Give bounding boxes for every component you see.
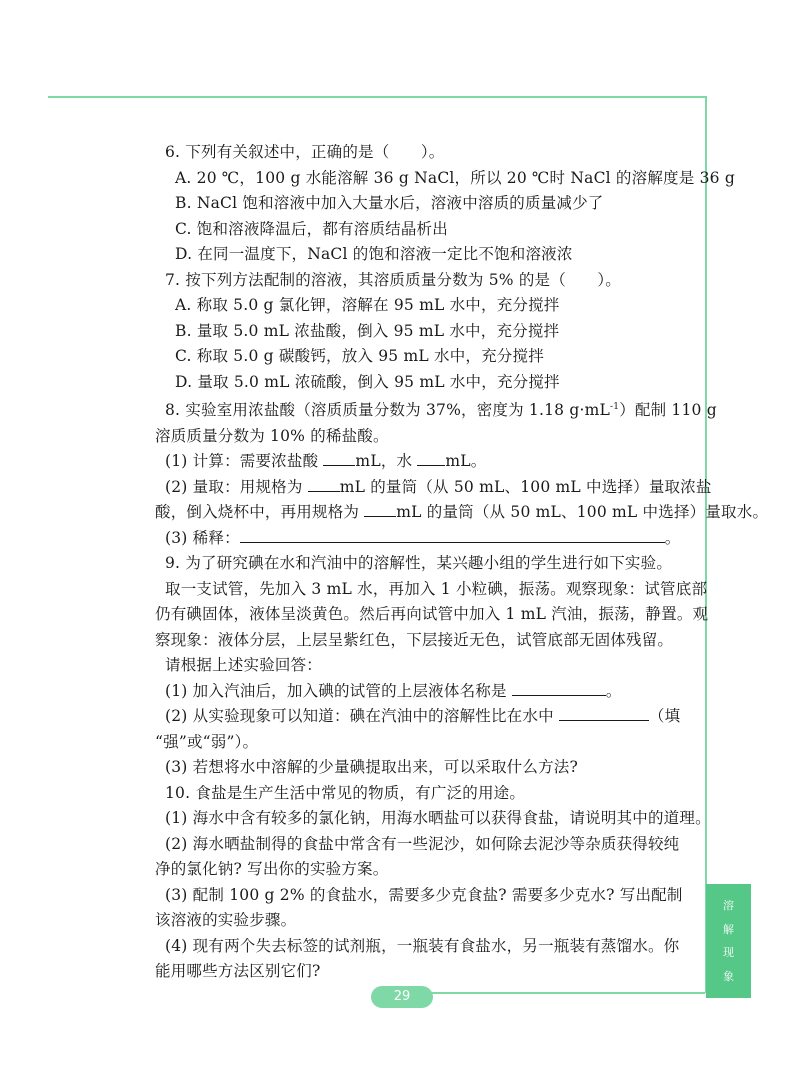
question-7: 7. 按下列方法配制的溶液，其溶质质量分数为 5% 的是（ ）。	[165, 270, 622, 289]
question-9-part-2-cont: “强”或“弱”）。	[155, 732, 259, 751]
superscript: -1	[610, 402, 620, 412]
part-text: mL 的量筒（从 50 mL、100 mL 中选择）量取水。	[396, 503, 769, 522]
answer-blank	[417, 450, 445, 466]
answer-blank	[323, 450, 355, 466]
question-9-body-3: 察现象：液体分层，上层呈紫红色，下层接近无色，试管底部无固体残留。	[155, 630, 674, 649]
answer-blank	[240, 527, 665, 543]
question-8-text-end: ）配制 110 g	[619, 401, 717, 420]
question-9-prompt: 请根据上述实验回答：	[165, 656, 323, 675]
question-10-part-4: (4) 现有两个失去标签的试剂瓶，一瓶装有食盐水，另一瓶装有蒸馏水。你	[165, 936, 680, 955]
question-10-part-2: (2) 海水晒盐制得的食盐中常含有一些泥沙，如何除去泥沙等杂质获得较纯	[165, 834, 680, 853]
side-tab-char: 溶	[723, 899, 734, 913]
answer-blank	[364, 501, 396, 517]
answer-blank	[559, 705, 649, 721]
part-text: (2) 量取：用规格为	[165, 477, 308, 496]
question-8-part-3	[155, 526, 685, 552]
page-frame-right-line	[705, 96, 707, 993]
question-8-text: 8. 实验室用浓盐酸（溶质质量分数为 37%，密度为 1.18 g·mL	[165, 401, 611, 420]
exercise-content	[155, 140, 769, 985]
part-text: (3) 稀释：	[165, 528, 240, 547]
part-text: 。	[605, 681, 622, 700]
question-9: 9. 为了研究碘在水和汽油中的溶解性，某兴趣小组的学生进行如下实验。	[165, 554, 673, 573]
part-text: (1) 计算：需要浓盐酸	[165, 452, 324, 471]
side-tab-char: 现	[723, 946, 734, 960]
question-9-body-2: 仍有碘固体，液体呈淡黄色。然后再向试管中加入 1 mL 汽油，振荡，静置。观	[155, 605, 709, 624]
side-tab-char: 象	[723, 969, 734, 983]
question-7-option-d: D. 量取 5.0 mL 浓硫酸，倒入 95 mL 水中，充分搅拌	[175, 372, 560, 391]
chapter-side-tab	[706, 884, 751, 998]
answer-blank	[512, 680, 606, 696]
part-text: 。	[664, 528, 681, 547]
answer-blank	[308, 476, 340, 492]
question-8-line-2: 溶质质量分数为 10% 的稀盐酸。	[155, 426, 389, 445]
part-text: (1) 加入汽油后，加入碘的试管的上层液体名称是	[165, 681, 512, 700]
part-text: 酸，倒入烧杯中，再用规格为	[155, 503, 365, 522]
part-text: mL 的量筒（从 50 mL、100 mL 中选择）量取浓盐	[339, 477, 712, 496]
question-10-part-3-cont: 该溶液的实验步骤。	[155, 911, 297, 930]
part-text: (2) 从实验现象可以知道：碘在汽油中的溶解性比在水中	[165, 707, 559, 726]
question-6-option-d: D. 在同一温度下，NaCl 的饱和溶液一定比不饱和溶液浓	[175, 245, 573, 263]
question-10-part-4-cont: 能用哪些方法区别它们?	[155, 962, 321, 981]
question-9-part-2	[155, 704, 685, 730]
question-10-part-2-cont: 净的氯化钠? 写出你的实验方案。	[155, 860, 389, 879]
question-7-option-c: C. 称取 5.0 g 碳酸钙，放入 95 mL 水中，充分搅拌	[175, 347, 544, 365]
question-9-body-1: 取一支试管，先加入 3 mL 水，再加入 1 小粒碘，振荡。观察现象：试管底部	[165, 579, 708, 598]
question-8-part-2-cont	[155, 500, 769, 526]
page-number: 29	[371, 986, 433, 1008]
question-8-part-2	[155, 475, 712, 501]
question-9-part-1	[155, 679, 685, 705]
question-9-part-3: (3) 若想将水中溶解的少量碘提取出来，可以采取什么方法?	[165, 758, 578, 777]
part-text: （填	[648, 707, 681, 726]
question-10-part-1: (1) 海水中含有较多的氯化钠，用海水晒盐可以获得食盐，请说明其中的道理。	[165, 809, 711, 828]
question-10: 10. 食盐是生产生活中常见的物质，有广泛的用途。	[165, 783, 526, 802]
part-text: mL，水	[355, 452, 418, 471]
question-8-part-1	[155, 449, 685, 475]
question-8	[155, 395, 717, 424]
side-tab-char: 解	[723, 922, 734, 936]
question-6-option-c: C. 饱和溶液降温后，都有溶质结晶析出	[175, 219, 448, 238]
part-text: mL。	[445, 452, 487, 471]
question-7-option-a: A. 称取 5.0 g 氯化钾，溶解在 95 mL 水中，充分搅拌	[175, 296, 560, 314]
question-6-option-a: A. 20 ℃，100 g 水能溶解 36 g NaCl，所以 20 ℃时 NaCl 的溶解度是 36 g	[175, 168, 735, 187]
question-10-part-3: (3) 配制 100 g 2% 的食盐水，需要多少克食盐? 需要多少克水? 写出配制	[165, 885, 683, 904]
question-6-option-b: B. NaCl 饱和溶液中加入大量水后，溶液中溶质的质量减少了	[175, 194, 604, 212]
question-6: 6. 下列有关叙述中，正确的是（ ）。	[165, 143, 445, 161]
page-frame-top-line	[48, 96, 707, 98]
question-7-option-b: B. 量取 5.0 mL 浓盐酸，倒入 95 mL 水中，充分搅拌	[175, 321, 560, 340]
